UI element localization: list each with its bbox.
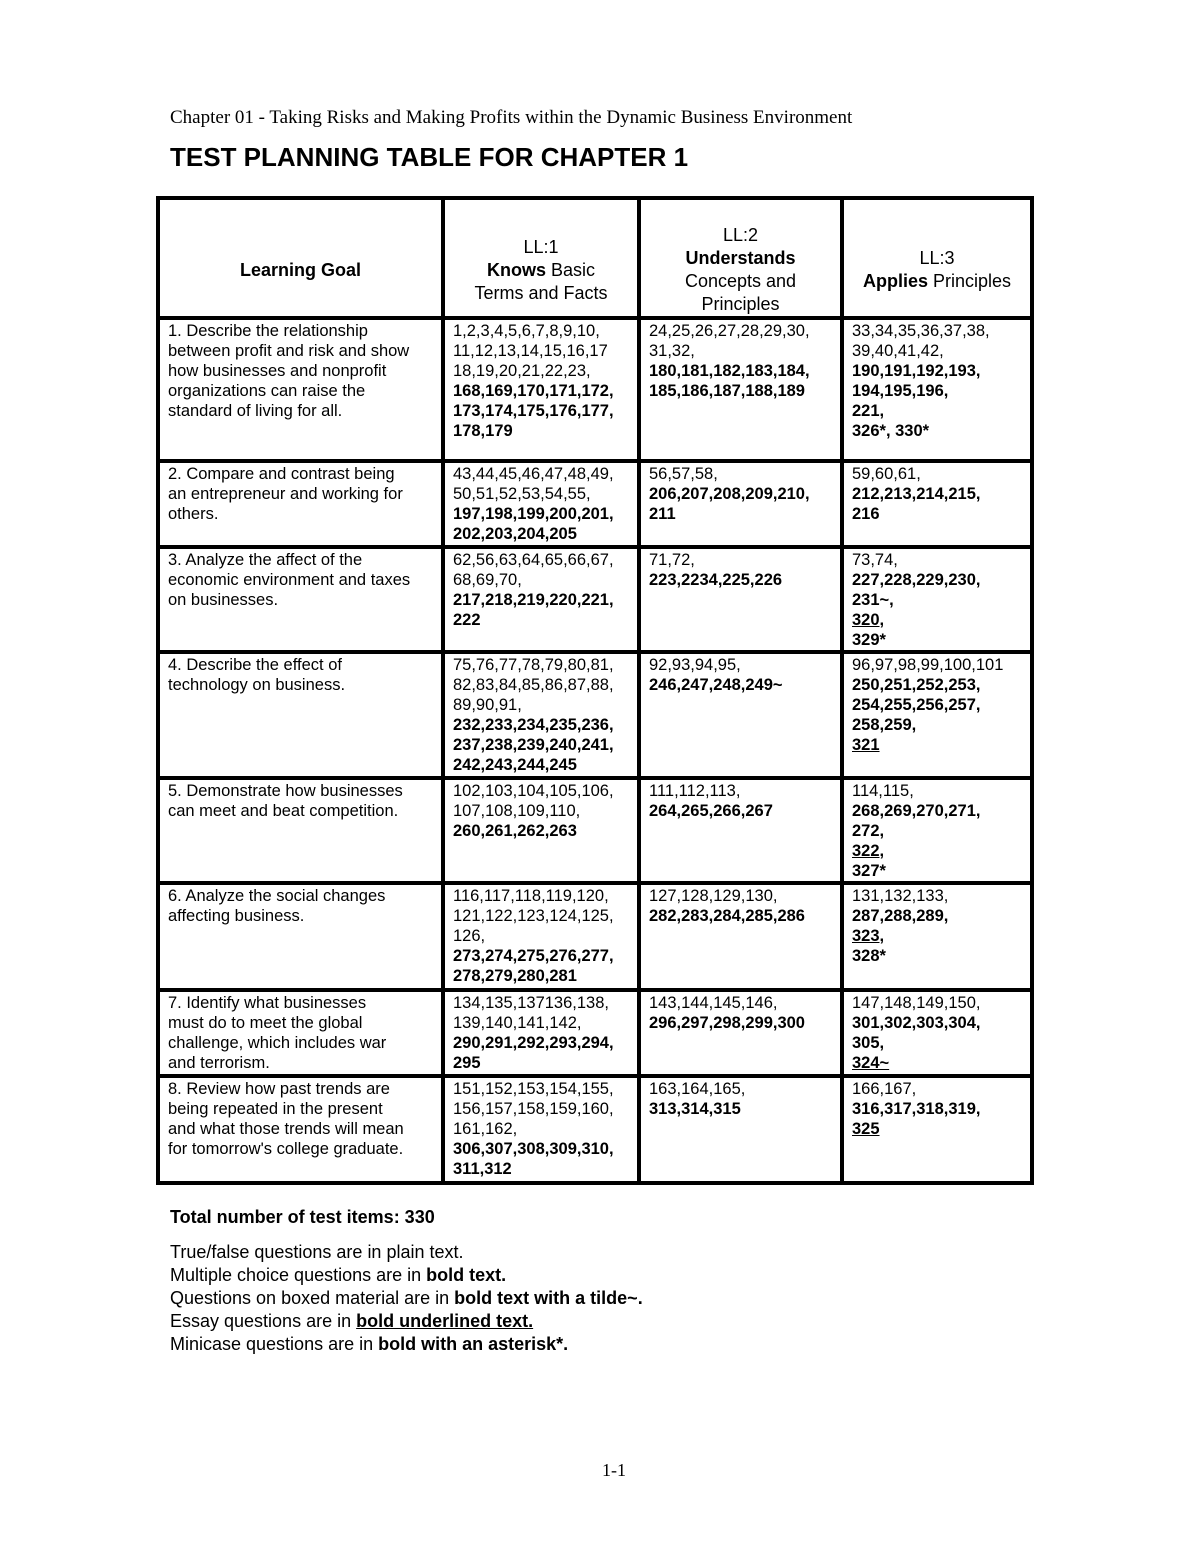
bold-item-text: 202,203,204,205 bbox=[453, 525, 577, 543]
plain-item-text: 82,83,84,85,86,87,88, bbox=[453, 676, 614, 694]
bold-item-text: 185,186,187,188,189 bbox=[649, 382, 805, 400]
question-number-line bbox=[852, 993, 1024, 1013]
note-line bbox=[170, 1264, 643, 1287]
question-list-cell-ll3 bbox=[842, 1076, 1032, 1183]
table-row bbox=[158, 990, 1032, 1076]
question-number-line bbox=[453, 926, 631, 946]
learning-goal-line: 3. Analyze the affect of the bbox=[168, 551, 363, 569]
question-list-cell-ll3 bbox=[842, 883, 1032, 990]
header-line bbox=[451, 282, 631, 305]
plain-item-text: 43,44,45,46,47,48,49, bbox=[453, 465, 614, 483]
chapter-heading: Chapter 01 - Taking Risks and Making Profits within the Dynamic Business Environment bbox=[170, 107, 853, 128]
bold-item-text: 180,181,182,183,184, bbox=[649, 362, 810, 380]
bold-item-text: 168,169,170,171,172, bbox=[453, 382, 614, 400]
question-number-line bbox=[453, 504, 631, 524]
plain-item-text: Multiple choice questions are in bbox=[170, 1265, 427, 1285]
question-number-line bbox=[649, 886, 834, 906]
bold-item-text: 212,213,214,215, bbox=[852, 485, 981, 503]
question-number-line bbox=[453, 906, 631, 926]
bold-item-text: 311,312 bbox=[453, 1160, 512, 1178]
essay-item-text: 324~ bbox=[852, 1054, 890, 1072]
question-number-line bbox=[453, 524, 631, 544]
bold-item-text: 242,243,244,245 bbox=[453, 756, 577, 774]
plain-item-text: 116,117,118,119,120, bbox=[453, 887, 609, 905]
question-number-line bbox=[852, 570, 1024, 590]
question-list-cell-ll1 bbox=[443, 778, 639, 883]
bold-item-text: 237,238,239,240,241, bbox=[453, 736, 614, 754]
learning-goal-line: 6. Analyze the social changes bbox=[168, 887, 386, 905]
plain-item-text: 139,140,141,142, bbox=[453, 1014, 582, 1032]
bold-item-text: 287,288,289, bbox=[852, 907, 949, 925]
question-number-line bbox=[852, 1079, 1024, 1099]
question-list-cell-ll3 bbox=[842, 547, 1032, 652]
table-row bbox=[158, 652, 1032, 778]
essay-item-text: 322, bbox=[852, 842, 885, 860]
bold-item-text: 313,314,315 bbox=[649, 1100, 741, 1118]
question-number-line bbox=[453, 1033, 631, 1053]
bold-item-text: 306,307,308,309,310, bbox=[453, 1140, 614, 1158]
plain-item-text: 33,34,35,36,37,38, bbox=[852, 322, 990, 340]
column-header-ll3 bbox=[842, 198, 1032, 318]
plain-item-text: 59,60,61, bbox=[852, 465, 921, 483]
plain-item-text: Essay questions are in bbox=[170, 1311, 357, 1331]
question-number-line bbox=[453, 1159, 631, 1179]
question-number-line bbox=[453, 1079, 631, 1099]
question-number-line bbox=[649, 781, 834, 801]
question-list-cell-ll3 bbox=[842, 318, 1032, 461]
question-number-line bbox=[852, 550, 1024, 570]
question-number-line bbox=[852, 735, 1024, 755]
plain-item-text: 73,74, bbox=[852, 551, 898, 569]
column-header-ll1 bbox=[443, 198, 639, 318]
question-number-line bbox=[453, 361, 631, 381]
bold-item-text: Understands bbox=[685, 248, 796, 268]
question-number-line bbox=[852, 781, 1024, 801]
question-number-line bbox=[852, 361, 1024, 381]
essay-item-text: 325 bbox=[852, 1120, 880, 1138]
plain-item-text: Basic bbox=[545, 259, 596, 280]
question-number-line bbox=[852, 946, 1024, 966]
plain-item-text: 166,167, bbox=[852, 1080, 917, 1098]
question-number-line bbox=[649, 675, 834, 695]
learning-goal-line: between profit and risk and show bbox=[168, 342, 410, 360]
learning-goal-line: 4. Describe the effect of bbox=[168, 656, 342, 674]
plain-item-text: 92,93,94,95, bbox=[649, 656, 741, 674]
header-line bbox=[647, 247, 834, 270]
question-number-line bbox=[649, 1099, 834, 1119]
header-line bbox=[166, 259, 435, 282]
question-number-line bbox=[649, 801, 834, 821]
question-number-line bbox=[649, 464, 834, 484]
question-number-line bbox=[453, 590, 631, 610]
question-list-cell-ll2 bbox=[639, 547, 842, 652]
question-number-line bbox=[649, 484, 834, 504]
plain-item-text: 96,97,98,99,100,101 bbox=[852, 656, 1004, 674]
question-number-line bbox=[453, 675, 631, 695]
plain-item-text: 11,12,13,14,15,16,17 bbox=[453, 342, 608, 360]
question-number-line bbox=[649, 1079, 834, 1099]
question-number-line bbox=[453, 1099, 631, 1119]
question-number-line bbox=[453, 781, 631, 801]
bold-item-text: 190,191,192,193, bbox=[852, 362, 981, 380]
plain-item-text: Principles bbox=[927, 271, 1012, 291]
question-number-line bbox=[852, 630, 1024, 650]
question-list-cell-ll1 bbox=[443, 883, 639, 990]
bold-item-text: 296,297,298,299,300 bbox=[649, 1014, 805, 1032]
question-number-line bbox=[649, 570, 834, 590]
plain-item-text: 102,103,104,105,106, bbox=[453, 782, 614, 800]
plain-item-text: 127,128,129,130, bbox=[649, 887, 778, 905]
question-number-line bbox=[649, 341, 834, 361]
learning-goal-line: and what those trends will mean bbox=[168, 1120, 404, 1138]
question-number-line bbox=[852, 1119, 1024, 1139]
bold-item-text: 305, bbox=[852, 1034, 885, 1052]
bold-item-text: Knows bbox=[486, 259, 546, 280]
plain-item-text: 56,57,58, bbox=[649, 465, 718, 483]
question-number-line bbox=[453, 341, 631, 361]
question-number-line bbox=[852, 841, 1024, 861]
question-number-line bbox=[649, 361, 834, 381]
learning-goal-line: 7. Identify what businesses bbox=[168, 994, 367, 1012]
plain-item-text: Questions on boxed material are in bbox=[170, 1288, 455, 1308]
header-line bbox=[850, 270, 1024, 293]
question-number-line bbox=[453, 1013, 631, 1033]
bold-item-text: 329* bbox=[852, 631, 886, 649]
plain-item-text: 71,72, bbox=[649, 551, 695, 569]
plain-item-text: 147,148,149,150, bbox=[852, 994, 981, 1012]
bold-item-text: 295 bbox=[453, 1054, 481, 1072]
bold-item-text: 273,274,275,276,277, bbox=[453, 947, 614, 965]
question-number-line bbox=[453, 570, 631, 590]
question-number-line bbox=[453, 993, 631, 1013]
question-number-line bbox=[852, 1033, 1024, 1053]
plain-item-text: Terms and Facts bbox=[474, 282, 608, 303]
question-number-line bbox=[852, 504, 1024, 524]
question-number-line bbox=[852, 906, 1024, 926]
bold-item-text: 246,247,248,249~ bbox=[649, 676, 783, 694]
question-list-cell-ll1 bbox=[443, 461, 639, 547]
question-number-line bbox=[852, 886, 1024, 906]
bold-item-text: 194,195,196, bbox=[852, 382, 949, 400]
essay-item-text: 323, bbox=[852, 927, 885, 945]
note-line bbox=[170, 1241, 643, 1264]
bold-item-text: 282,283,284,285,286 bbox=[649, 907, 805, 925]
learning-goal-line: economic environment and taxes bbox=[168, 571, 411, 589]
question-number-line bbox=[852, 464, 1024, 484]
question-number-line bbox=[852, 1099, 1024, 1119]
learning-goal-cell bbox=[158, 461, 443, 547]
bold-item-text: 328* bbox=[852, 947, 886, 965]
learning-goal-line: challenge, which includes war bbox=[168, 1034, 387, 1052]
plain-item-text: LL:2 bbox=[722, 225, 759, 245]
learning-goal-line: technology on business. bbox=[168, 676, 346, 694]
question-number-line bbox=[453, 715, 631, 735]
bold-item-text: 206,207,208,209,210, bbox=[649, 485, 810, 503]
question-number-line bbox=[649, 993, 834, 1013]
learning-goal-line: standard of living for all. bbox=[168, 402, 343, 420]
question-number-line bbox=[453, 321, 631, 341]
essay-item-text: 320, bbox=[852, 611, 885, 629]
plain-item-text: 107,108,109,110, bbox=[453, 802, 581, 820]
question-number-line bbox=[649, 321, 834, 341]
table-row bbox=[158, 1076, 1032, 1183]
question-number-line bbox=[453, 610, 631, 630]
table-row bbox=[158, 883, 1032, 990]
plain-item-text: 89,90,91, bbox=[453, 696, 522, 714]
plain-item-text: 50,51,52,53,54,55, bbox=[453, 485, 591, 503]
question-number-line bbox=[852, 821, 1024, 841]
plain-item-text: 126, bbox=[453, 927, 486, 945]
question-list-cell-ll3 bbox=[842, 778, 1032, 883]
question-number-line bbox=[649, 906, 834, 926]
question-number-line bbox=[453, 464, 631, 484]
learning-goal-cell bbox=[158, 778, 443, 883]
essay-item-text: 321 bbox=[852, 736, 880, 754]
plain-item-text: 131,132,133, bbox=[852, 887, 949, 905]
learning-goal-line: must do to meet the global bbox=[168, 1014, 363, 1032]
bold-item-text: 197,198,199,200,201, bbox=[453, 505, 614, 523]
question-number-line bbox=[453, 946, 631, 966]
question-number-line bbox=[852, 675, 1024, 695]
plain-item-text: 163,164,165, bbox=[649, 1080, 746, 1098]
plain-item-text: 156,157,158,159,160, bbox=[453, 1100, 614, 1118]
question-list-cell-ll3 bbox=[842, 990, 1032, 1076]
bold-item-text: 211 bbox=[649, 505, 676, 523]
legend-notes bbox=[170, 1206, 643, 1356]
bold-item-text: 250,251,252,253, bbox=[852, 676, 981, 694]
page-number: 1-1 bbox=[602, 1460, 626, 1480]
notes-list bbox=[170, 1241, 643, 1356]
column-header-ll2 bbox=[639, 198, 842, 318]
plain-item-text: 62,56,63,64,65,66,67, bbox=[453, 551, 614, 569]
header-line bbox=[647, 224, 834, 247]
learning-goal-cell bbox=[158, 883, 443, 990]
total-items: Total number of test items: 330 bbox=[170, 1207, 435, 1227]
question-list-cell-ll2 bbox=[639, 652, 842, 778]
bold-item-text: 264,265,266,267 bbox=[649, 802, 773, 820]
bold-item-text: 260,261,262,263 bbox=[453, 822, 577, 840]
bold-item-text: Learning Goal bbox=[239, 260, 362, 280]
question-list-cell-ll2 bbox=[639, 461, 842, 547]
bold-item-text: 231~, bbox=[852, 591, 894, 609]
learning-goal-line: 8. Review how past trends are bbox=[168, 1080, 390, 1098]
question-number-line bbox=[453, 484, 631, 504]
learning-goal-line: and terrorism. bbox=[168, 1054, 270, 1072]
question-number-line bbox=[852, 926, 1024, 946]
question-list-cell-ll1 bbox=[443, 990, 639, 1076]
header-line bbox=[647, 270, 834, 293]
question-number-line bbox=[453, 655, 631, 675]
learning-goal-cell bbox=[158, 318, 443, 461]
plain-item-text: 134,135,137136,138, bbox=[453, 994, 609, 1012]
question-list-cell-ll2 bbox=[639, 990, 842, 1076]
question-number-line bbox=[453, 695, 631, 715]
question-number-line bbox=[453, 1053, 631, 1073]
question-number-line bbox=[453, 381, 631, 401]
question-number-line bbox=[852, 321, 1024, 341]
bold-item-text: 301,302,303,304, bbox=[852, 1014, 981, 1032]
question-number-line bbox=[649, 655, 834, 675]
question-number-line bbox=[649, 381, 834, 401]
question-number-line bbox=[453, 755, 631, 775]
plain-item-text: 39,40,41,42, bbox=[852, 342, 944, 360]
question-number-line bbox=[852, 655, 1024, 675]
question-number-line bbox=[453, 886, 631, 906]
plain-item-text: 121,122,123,124,125, bbox=[453, 907, 614, 925]
bold-item-text: 268,269,270,271, bbox=[852, 802, 981, 820]
table-row bbox=[158, 547, 1032, 652]
plain-item-text: Concepts and bbox=[684, 271, 797, 291]
plain-item-text: Principles bbox=[701, 294, 780, 314]
bold-item-text: 272, bbox=[852, 822, 885, 840]
bold-item-text: 327* bbox=[852, 862, 886, 880]
plain-item-text: 111,112,113, bbox=[649, 782, 741, 800]
plain-item-text: LL:1 bbox=[523, 236, 559, 257]
plain-item-text: 114,115, bbox=[852, 782, 914, 800]
question-number-line bbox=[649, 550, 834, 570]
plain-item-text: 1,2,3,4,5,6,7,8,9,10, bbox=[453, 322, 600, 340]
question-number-line bbox=[852, 401, 1024, 421]
bold-item-text: 316,317,318,319, bbox=[852, 1100, 981, 1118]
question-number-line bbox=[852, 421, 1024, 441]
bold-item-text: 178,179 bbox=[453, 422, 513, 440]
question-number-line bbox=[852, 861, 1024, 881]
plain-item-text: 151,152,153,154,155, bbox=[453, 1080, 614, 1098]
table-row bbox=[158, 461, 1032, 547]
bold-item-text: 216 bbox=[852, 505, 880, 523]
question-number-line bbox=[852, 801, 1024, 821]
header-line bbox=[451, 259, 631, 282]
column-header-learning-goal bbox=[158, 198, 443, 318]
question-number-line bbox=[453, 1119, 631, 1139]
plain-item-text: LL:3 bbox=[919, 248, 955, 268]
question-number-line bbox=[453, 735, 631, 755]
bold-item-text: 217,218,219,220,221, bbox=[453, 591, 614, 609]
learning-goal-line: others. bbox=[168, 505, 219, 523]
question-number-line bbox=[453, 550, 631, 570]
bold-item-text: bold text. bbox=[426, 1265, 507, 1285]
bold-item-text: bold text with a tilde~. bbox=[454, 1288, 643, 1308]
learning-goal-line: an entrepreneur and working for bbox=[168, 485, 403, 503]
question-number-line bbox=[852, 1053, 1024, 1073]
question-number-line bbox=[852, 695, 1024, 715]
table-row bbox=[158, 778, 1032, 883]
question-number-line bbox=[852, 381, 1024, 401]
bold-item-text: 227,228,229,230, bbox=[852, 571, 981, 589]
plain-item-text: True/false questions are in plain text. bbox=[170, 1242, 464, 1262]
note-line bbox=[170, 1287, 643, 1310]
table-body bbox=[158, 318, 1032, 1183]
bold-item-text: bold with an asterisk*. bbox=[378, 1334, 569, 1354]
table-header-row bbox=[158, 198, 1032, 318]
learning-goal-cell bbox=[158, 652, 443, 778]
question-list-cell-ll1 bbox=[443, 1076, 639, 1183]
bold-item-text: Applies bbox=[862, 271, 928, 291]
plain-item-text: 24,25,26,27,28,29,30, bbox=[649, 322, 810, 340]
question-number-line bbox=[453, 966, 631, 986]
question-list-cell-ll2 bbox=[639, 318, 842, 461]
question-number-line bbox=[852, 1013, 1024, 1033]
question-number-line bbox=[649, 504, 834, 524]
learning-goal-line: can meet and beat competition. bbox=[168, 802, 399, 820]
question-list-cell-ll1 bbox=[443, 318, 639, 461]
learning-goal-line: 5. Demonstrate how businesses bbox=[168, 782, 403, 800]
plain-item-text: 68,69,70, bbox=[453, 571, 522, 589]
bold-item-text: 254,255,256,257, bbox=[852, 696, 981, 714]
learning-goal-line: how businesses and nonprofit bbox=[168, 362, 387, 380]
bold-item-text: 222 bbox=[453, 611, 481, 629]
learning-goal-cell bbox=[158, 1076, 443, 1183]
question-list-cell-ll2 bbox=[639, 883, 842, 990]
question-list-cell-ll2 bbox=[639, 778, 842, 883]
page-title: TEST PLANNING TABLE FOR CHAPTER 1 bbox=[170, 142, 689, 172]
bold-item-text: 173,174,175,176,177, bbox=[453, 402, 614, 420]
plain-item-text: 161,162, bbox=[453, 1120, 518, 1138]
plain-item-text: Minicase questions are in bbox=[170, 1334, 379, 1354]
question-list-cell-ll1 bbox=[443, 547, 639, 652]
bold-item-text: 232,233,234,235,236, bbox=[453, 716, 614, 734]
bold-item-text: 290,291,292,293,294, bbox=[453, 1034, 614, 1052]
note-line bbox=[170, 1310, 643, 1333]
question-number-line bbox=[649, 1013, 834, 1033]
question-number-line bbox=[852, 341, 1024, 361]
plain-item-text: 143,144,145,146, bbox=[649, 994, 778, 1012]
learning-goal-line: for tomorrow's college graduate. bbox=[168, 1140, 404, 1158]
learning-goal-line: 1. Describe the relationship bbox=[168, 322, 368, 340]
question-number-line bbox=[852, 715, 1024, 735]
question-list-cell-ll1 bbox=[443, 652, 639, 778]
learning-goal-cell bbox=[158, 990, 443, 1076]
note-line bbox=[170, 1333, 643, 1356]
question-list-cell-ll3 bbox=[842, 461, 1032, 547]
question-number-line bbox=[453, 421, 631, 441]
bold-item-text: 258,259, bbox=[852, 716, 917, 734]
question-list-cell-ll2 bbox=[639, 1076, 842, 1183]
learning-goal-line: organizations can raise the bbox=[168, 382, 366, 400]
question-number-line bbox=[453, 1139, 631, 1159]
question-number-line bbox=[852, 484, 1024, 504]
question-number-line bbox=[453, 821, 631, 841]
question-list-cell-ll3 bbox=[842, 652, 1032, 778]
question-number-line bbox=[453, 801, 631, 821]
learning-goal-line: affecting business. bbox=[168, 907, 305, 925]
essay-item-text: bold underlined text. bbox=[356, 1311, 534, 1331]
learning-goal-line: 2. Compare and contrast being bbox=[168, 465, 395, 483]
learning-goal-line: on businesses. bbox=[168, 591, 279, 609]
header-line bbox=[850, 247, 1024, 270]
test-planning-table bbox=[156, 196, 1034, 1185]
header-line bbox=[647, 293, 834, 316]
learning-goal-cell bbox=[158, 547, 443, 652]
plain-item-text: 31,32, bbox=[649, 342, 695, 360]
table-row bbox=[158, 318, 1032, 461]
question-number-line bbox=[453, 401, 631, 421]
bold-item-text: 326*, 330* bbox=[852, 422, 930, 440]
bold-item-text: 278,279,280,281 bbox=[453, 967, 577, 985]
header-line bbox=[451, 236, 631, 259]
plain-item-text: 18,19,20,21,22,23, bbox=[453, 362, 591, 380]
learning-goal-line: being repeated in the present bbox=[168, 1100, 383, 1118]
question-number-line bbox=[852, 610, 1024, 630]
plain-item-text: 75,76,77,78,79,80,81, bbox=[453, 656, 614, 674]
bold-item-text: 223,2234,225,226 bbox=[649, 571, 783, 589]
question-number-line bbox=[852, 590, 1024, 610]
bold-item-text: 221, bbox=[852, 402, 885, 420]
